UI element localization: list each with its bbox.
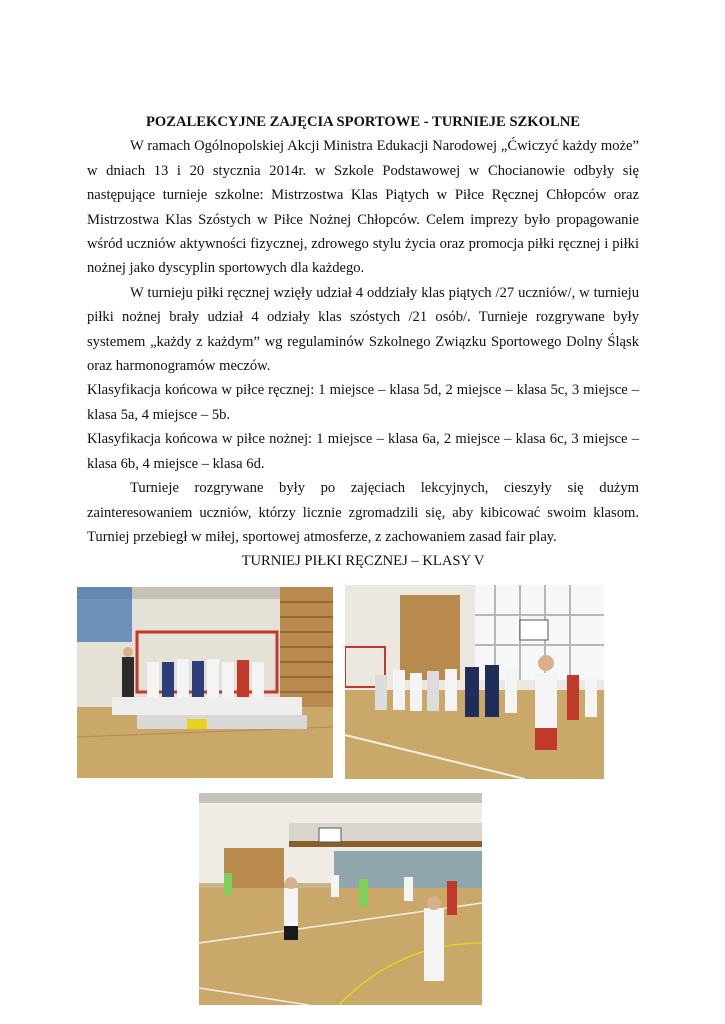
paragraph-football-results: Klasyfikacja końcowa w piłce nożnej: 1 miejsce – klasa 6a, 2 miejsce – klasa 6c, 3 miejsce – klasa 6b, 4 miejsce – klasa 6d. [87,431,639,472]
team-photo-right [345,585,604,779]
paragraph-participants: W turnieju piłki ręcznej wzięły udział 4 oddziały klas piątych /27 uczniów/, w turnieju piłki nożnej brały udział 4 odziały klas szóstych /21 osób/. Turnieje rozgrywane były systemem „każdy z każdym” wg regulaminów Szkolnego Związku Sportowego Dolny Śląsk oraz harmonogramów meczów. [87,284,639,375]
group-photo-left [77,587,333,778]
match-photo [199,793,482,1005]
document-title: POZALEKCYJNE ZAJĘCIA SPORTOWE - TURNIEJE SZKOLNE [145,114,580,130]
paragraph-handball-results: Klasyfikacja końcowa w piłce ręcznej: 1 miejsce – klasa 5d, 2 miejsce – klasa 5c, 3 miejsce – klasa 5a, 4 miejsce – 5b. [87,382,639,423]
paragraph-intro: W ramach Ogólnopolskiej Akcji Ministra Edukacji Narodowej „Ćwiczyć każdy może” w dniach 13 i 20 stycznia 2014r. w Szkole Podstawowej w Chocianowie odbyły się następujące turnieje szkolne: Mistrzostwa Klas Piątych w Piłce Ręcznej Chłopców oraz Mistrzostwa Klas Szóstych w Piłce Nożnej Chłopców. Celem imprezy było propagowanie wśród uczniów aktywności fizycznej, zdrowego stylu życia oraz promocja piłki ręcznej i piłki nożnej jako dyscyplin sportowych dla każdego. [87,138,639,277]
text-block [87,110,639,574]
paragraph-summary: Turnieje rozgrywane były po zajęciach lekcyjnych, cieszyły się dużym zainteresowaniem uczniów, którzy licznie zgromadzili się, aby kibicować swoim klasom. Turniej przebiegł w miłej, sportowej atmosferze, z zachowaniem zasad fair play. [87,480,639,545]
section-title: TURNIEJ PIŁKI RĘCZNEJ – KLASY V [241,553,485,570]
